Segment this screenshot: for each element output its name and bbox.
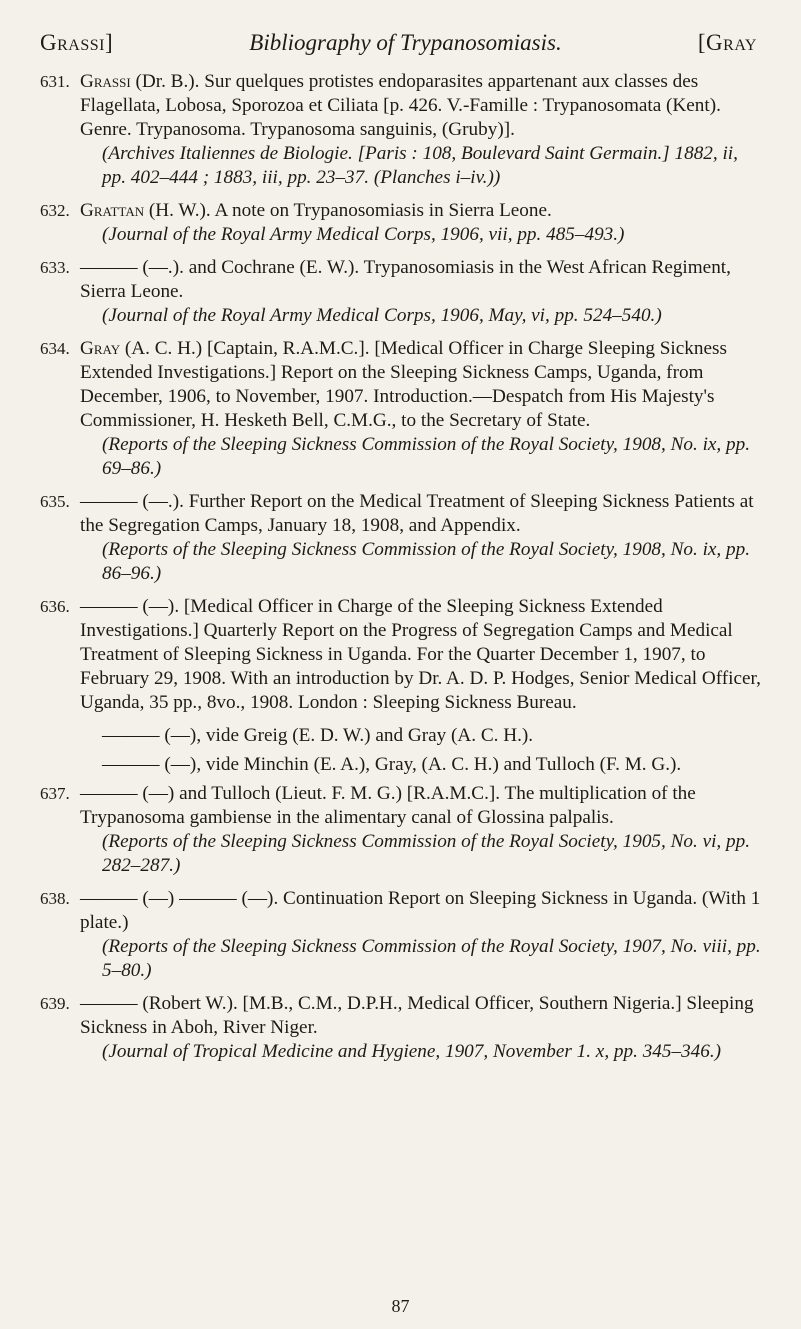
header-title: Bibliography of Trypanosomiasis. bbox=[249, 30, 562, 55]
entry-639 bbox=[40, 992, 761, 1064]
entry-author: ——— bbox=[80, 888, 138, 909]
entry-text: (—) ——— (—). Continuation Report on Sleeping Sickness in Uganda. (With 1 plate.) bbox=[80, 888, 761, 933]
header-left: Grassi] bbox=[40, 30, 114, 55]
entry-634 bbox=[40, 337, 761, 481]
entry-631 bbox=[40, 70, 761, 190]
entry-number: 633. bbox=[40, 258, 70, 277]
entry-633 bbox=[40, 256, 761, 328]
entry-text: (—.). Further Report on the Medical Treatment of Sleeping Sickness Patients at the Segregation Camps, January 18, 1908, and Appendix. bbox=[80, 491, 754, 536]
entry-number: 639. bbox=[40, 994, 70, 1013]
entry-number: 636. bbox=[40, 597, 70, 616]
entry-number: 638. bbox=[40, 889, 70, 908]
entry-author: ——— bbox=[80, 491, 138, 512]
entry-source: (Journal of Tropical Medicine and Hygiene, 1907, November 1. x, pp. 345–346.) bbox=[102, 1041, 722, 1062]
entry-number: 632. bbox=[40, 201, 70, 220]
page-number: 87 bbox=[391, 1296, 410, 1316]
entry-source: (Reports of the Sleeping Sickness Commission of the Royal Society, 1908, No. ix, pp. 69–86.) bbox=[102, 434, 751, 479]
entry-author: ——— bbox=[80, 257, 138, 278]
header-right: [Gray bbox=[697, 30, 757, 55]
entry-source: (Reports of the Sleeping Sickness Commission of the Royal Society, 1905, No. vi, pp. 282–287.) bbox=[102, 831, 751, 876]
cross-reference: ——— (—), vide Greig (E. D. W.) and Gray (A. C. H.). bbox=[102, 725, 534, 746]
entry-text: (A. C. H.) [Captain, R.A.M.C.]. [Medical Officer in Charge Sleeping Sickness Extended Investigations.] Report on the Sleeping Sickness Camps, Uganda, from December, 1906, to November, 1907. Introduction.—Despatch from His Majesty's Commissioner, H. Hesketh Bell, C.M.G., to the Secretary of State. bbox=[80, 338, 727, 431]
entry-number: 634. bbox=[40, 339, 70, 358]
entry-list bbox=[40, 70, 761, 1064]
entry-638 bbox=[40, 887, 761, 983]
entry-text: (—.). and Cochrane (E. W.). Trypanosomiasis in the West African Regiment, Sierra Leone. bbox=[80, 257, 731, 302]
entry-author: Grattan bbox=[80, 200, 145, 221]
entry-author: ——— bbox=[80, 596, 138, 617]
entry-source: (Journal of the Royal Army Medical Corps, 1906, vii, pp. 485–493.) bbox=[102, 224, 625, 245]
entry-author: ——— bbox=[80, 783, 138, 804]
entry-637 bbox=[40, 782, 761, 878]
entry-author: Grassi bbox=[80, 71, 131, 92]
entry-text: (—) and Tulloch (Lieut. F. M. G.) [R.A.M.C.]. The multiplication of the Trypanosoma gambiense in the alimentary canal of Glossina palpalis. bbox=[80, 783, 696, 828]
entry-author: Gray bbox=[80, 338, 121, 359]
entry-text: (H. W.). A note on Trypanosomiasis in Sierra Leone. bbox=[144, 200, 552, 221]
entry-source: (Reports of the Sleeping Sickness Commission of the Royal Society, 1907, No. viii, pp. 5–80.) bbox=[102, 936, 761, 981]
entry-author: ——— bbox=[80, 993, 138, 1014]
entry-text: (Robert W.). [M.B., C.M., D.P.H., Medical Officer, Southern Nigeria.] Sleeping Sickness in Aboh, River Niger. bbox=[80, 993, 754, 1038]
entry-source: (Journal of the Royal Army Medical Corps, 1906, May, vi, pp. 524–540.) bbox=[102, 305, 662, 326]
entry-number: 631. bbox=[40, 72, 70, 91]
entry-number: 635. bbox=[40, 492, 70, 511]
entry-text: (—). [Medical Officer in Charge of the Sleeping Sickness Extended Investigations.] Quarterly Report on the Progress of Segregation Camps and Medical Treatment of Sleeping Sickness in Uganda. For the Quarter December 1, 1907, to February 29, 1908. With an introduction by Dr. A. D. P. Hodges, Senior Medical Officer, Uganda, 35 pp., 8vo., 1908. London : Sleeping Sickness Bureau. bbox=[80, 596, 761, 713]
entry-source: (Archives Italiennes de Biologie. [Paris : 108, Boulevard Saint Germain.] 1882, ii, pp. 402–444 ; 1883, iii, pp. 23–37. (Planches i–iv.)) bbox=[102, 143, 738, 188]
entry-632 bbox=[40, 199, 761, 247]
entry-source: (Reports of the Sleeping Sickness Commission of the Royal Society, 1908, No. ix, pp. 86–96.) bbox=[102, 539, 751, 584]
entry-636 bbox=[40, 595, 761, 715]
entry-number: 637. bbox=[40, 784, 70, 803]
cross-reference: ——— (—), vide Minchin (E. A.), Gray, (A. C. H.) and Tulloch (F. M. G.). bbox=[102, 754, 682, 775]
entry-text: (Dr. B.). Sur quelques protistes endoparasites appartenant aux classes des Flagellata, Lobosa, Sporozoa et Ciliata [p. 426. V.-Famille : Trypanosomata (Kent). Genre. Trypanosoma. Trypanosoma sanguinis, (Gruby)]. bbox=[80, 71, 721, 140]
entry-635 bbox=[40, 490, 761, 586]
running-header bbox=[40, 30, 761, 56]
